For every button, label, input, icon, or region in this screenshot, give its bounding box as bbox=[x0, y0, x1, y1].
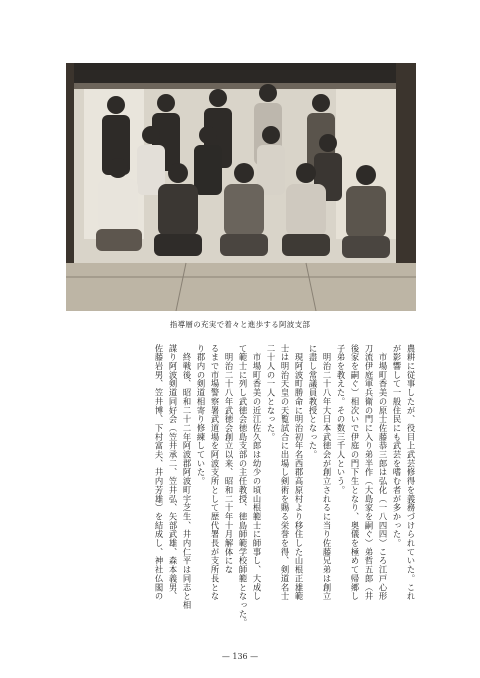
text-column: り郡内の剣道相寄り修練していた。 bbox=[196, 344, 206, 486]
text-column: 後家を嗣ぐ）相次いで伊庭の門下生となり、奥儀を極めて帰郷し bbox=[350, 344, 360, 601]
photo-caption: 指導層の充実で着々と進歩する阿波支部 bbox=[169, 320, 311, 329]
group-photo-image bbox=[66, 63, 416, 311]
text-column: 刀流伊庭軍兵衛の門に入り弟半作（大島家を嗣ぐ）弟哲五郎（井 bbox=[364, 344, 374, 601]
text-column: 市場町香美の原士佐藤恭三郎は弘化（一八四四）ころ江戸心形 bbox=[378, 344, 388, 601]
text-column: 終戦後、昭和二十二年阿波郡阿波町宇芝生、井内仁平は同志と相 bbox=[182, 344, 192, 610]
text-column: るまで市場警察署武道場を阿波支所として歴代署長が支所長とな bbox=[210, 344, 220, 601]
text-column: 謀り阿波剣道同好会（笠井承二、笠井弘、矢部武雄、森本義男、 bbox=[168, 344, 178, 601]
text-column: 明治二十八年大日本武徳会が創立されるに当り佐藤兄弟は創立 bbox=[322, 344, 332, 601]
body-text bbox=[58, 344, 418, 644]
text-column: 佐藤岩男、笠井博、下村富夫、井内芳雄）を結成し、神社仏閣の bbox=[154, 344, 164, 601]
text-column: 現阿波町勝命に明治初年名西郡高原村より移住した山根正雄範 bbox=[294, 344, 304, 601]
group-photo bbox=[66, 63, 416, 311]
text-column: 士は明治天皇の天覧試合に出場し剣術を賜る栄誉を得、剣道名士 bbox=[280, 344, 290, 601]
text-column: 農耕に従事したが、役目上武芸修得を義務づけられていた。これ bbox=[406, 344, 416, 601]
text-column: 二十人の一人となった。 bbox=[266, 344, 276, 442]
text-column: て範士に列し武徳会徳島支部の主任教授、徳島師範学校師範となった。 bbox=[238, 344, 248, 628]
page-number: — 136 — bbox=[221, 652, 259, 661]
text-column: が影響して一般住民にも武芸を嗜む者が多かった。 bbox=[392, 344, 402, 548]
text-column: 子弟を教えた。その数三千人という。 bbox=[336, 344, 346, 495]
text-column: 市場町香美の近江佐久郎は幼少の頃山根範士に師事し、大成し bbox=[252, 344, 262, 601]
text-column: 明治二十八年武徳会創立以来、昭和二十年十月解体にな bbox=[224, 344, 234, 575]
text-column: に盡し常議員教授となった。 bbox=[308, 344, 318, 460]
